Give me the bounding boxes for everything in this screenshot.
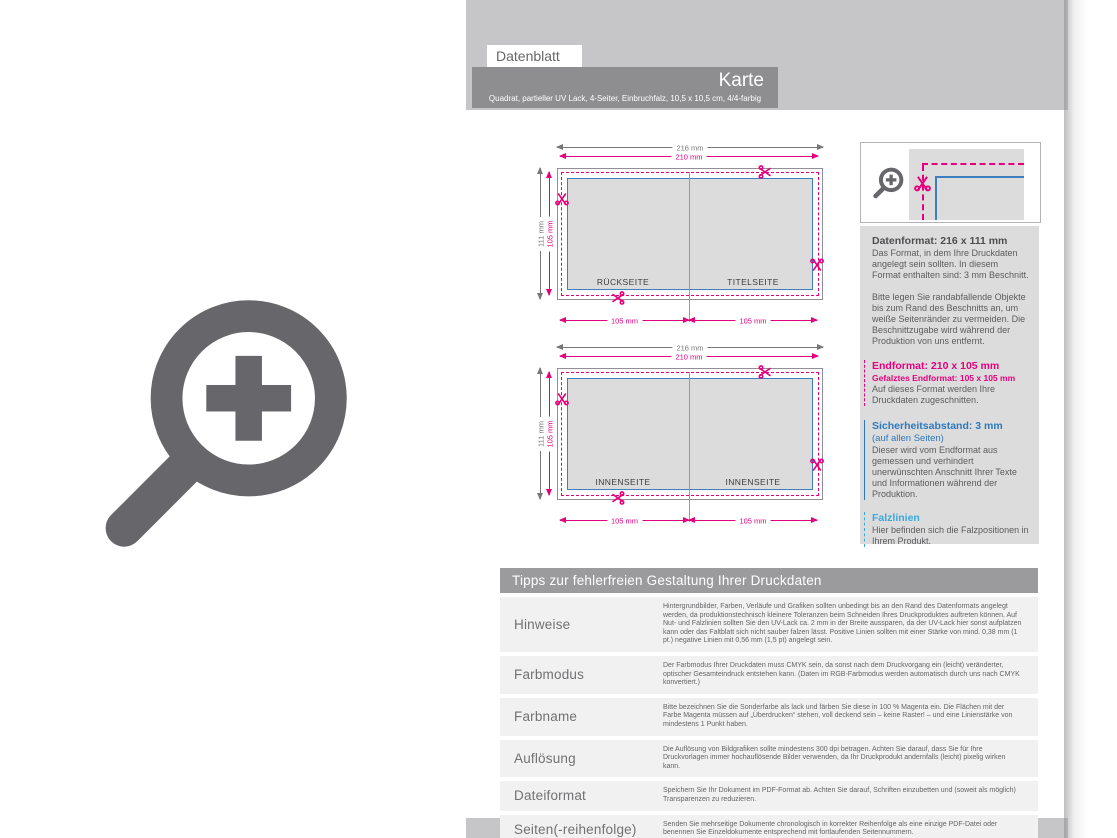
section-body: Bitte legen Sie randabfallende Objekte bis zum Rand des Beschnitts an, um weiße Seitenränder zu vermeiden. Die Beschnittzugabe wird während der Produktion von uns entfernt. — [872, 292, 1026, 346]
product-subtitle: Quadrat, partieller UV Lack, 4-Seiter, Einbruchfalz, 10,5 x 10,5 cm, 4/4-farbig — [488, 94, 762, 103]
panel-label-right: INNENSEITE — [725, 477, 781, 487]
section-body: Auf dieses Format werden Ihre Druckdaten zugeschnitten. — [872, 384, 996, 405]
section-title: Datenformat: 216 x 111 mm — [872, 235, 1008, 247]
dim-bottom-right — [689, 516, 817, 526]
dim-label: 216 mm — [672, 344, 707, 353]
dim-height-endformat — [545, 372, 555, 495]
section-body: Dieser wird vom Endformat aus gemessen und verhindert unerwünschten Anschnitt Ihrer Texte und Informationen während der Produktion. — [872, 445, 1017, 499]
section-title: Falzlinien — [872, 512, 920, 524]
row-label: Seiten(-reihenfolge) — [514, 821, 637, 837]
scissors-icon — [611, 291, 625, 305]
dim-width-datenformat — [557, 143, 823, 153]
panel-label-right: TITELSEITE — [727, 277, 779, 287]
scissors-icon — [810, 258, 824, 272]
scissors-icon — [758, 365, 772, 379]
table-row — [500, 740, 1038, 778]
scissors-icon — [555, 192, 569, 206]
section-subtitle: (auf allen Seiten) — [872, 433, 944, 444]
table-row — [500, 698, 1038, 736]
dim-bottom-left — [560, 316, 689, 326]
dim-bottom-left — [560, 516, 689, 526]
tips-table-title: Tipps zur fehlerfreien Gestaltung Ihrer Druckdaten — [500, 568, 1038, 593]
dim-bottom-right — [689, 316, 817, 326]
row-text: Speichern Sie Ihr Dokument im PDF-Format ab. Achten Sie darauf, Schriften einzubetten und (soweit als möglich) Transparenzen zu reduzieren. — [663, 787, 1016, 803]
cut-line — [922, 165, 924, 220]
dim-label: 105 mm — [607, 517, 642, 526]
product-title-band — [472, 67, 778, 108]
row-label: Hinweise — [514, 616, 571, 632]
dim-height-endformat — [545, 172, 555, 295]
section-endformat — [864, 360, 1029, 406]
corner-demo-diagram — [909, 149, 1024, 220]
safety-area-rect — [567, 178, 813, 290]
dim-width-datenformat — [557, 343, 823, 353]
section-datenformat — [864, 235, 1029, 347]
row-label: Auflösung — [514, 750, 576, 766]
row-text: Bitte bezeichnen Sie die Sonderfarbe als lack und färben Sie diese in 100 % Magenta ein. Die Flächen mit der Farbe Magenta müssen auf „Überdrucken“ stehen, voll deckend sein – keine Raster! – und eine Linienstärke von mindestens 1 Punkt haben. — [663, 703, 1013, 728]
section-body: Das Format, in dem Ihre Druckdaten angelegt sein sollten. In diesem Format enthalten sind: 3 mm Beschnitt. — [872, 248, 1029, 280]
dim-label: 210 mm — [671, 153, 706, 162]
safety-line — [935, 176, 937, 220]
panel-label-left: RÜCKSEITE — [596, 277, 650, 287]
tab-datenblatt[interactable]: Datenblatt — [487, 45, 582, 67]
dim-label: 105 mm — [546, 216, 555, 251]
dim-label: 105 mm — [607, 317, 642, 326]
row-text: Hintergrundbilder, Farben, Verläufe und Grafiken sollten unbedingt bis an den Rand des Datenformats angelegt werden, da produktionstechnisch kleinere Toleranzen beim Schneiden Ihres Druckproduktes auftreten können. Auf Nut- und Falzlinien sollten Sie den UV-Lack ca. 2 mm in der Breite aussparen, da der UV-Lack hier sonst aufplatzen kann oder das Faltblatt sich nicht sauber falzen lässt. Positive Linien sollten mit einer Stärke von mind. 0,38 mm (1 pt.) negative Linien mit 0,56 mm (1,5 pt) angelegt sein. — [663, 603, 1022, 645]
page-edge-shadow — [1064, 0, 1090, 838]
table-row — [500, 597, 1038, 652]
scissors-icon — [555, 392, 569, 406]
section-title: Endformat: 210 x 105 mm — [872, 360, 1000, 372]
corner-detail-box — [860, 142, 1041, 223]
dim-width-endformat — [560, 152, 818, 162]
table-row — [500, 781, 1038, 810]
fold-line — [689, 172, 690, 322]
dim-label: 105 mm — [735, 517, 770, 526]
section-body: Hier befinden sich die Falzpositionen in Ihrem Produkt. — [872, 525, 1029, 546]
scissors-icon — [758, 165, 772, 179]
dim-height-datenformat — [536, 368, 546, 499]
cut-line — [922, 163, 1024, 165]
dim-height-datenformat — [536, 168, 546, 299]
tips-table — [500, 597, 1038, 838]
section-falzlinien — [864, 512, 1029, 547]
row-label: Dateiformat — [514, 788, 586, 804]
safety-area-rect — [567, 378, 813, 490]
section-title: Sicherheitsabstand: 3 mm — [872, 420, 1003, 432]
row-text: Senden Sie mehrseitige Dokumente chronologisch in korrekter Reihenfolge als eine einzige PDF-Datei oder benennen Sie Einzeldokumente entsprechend mit fortlaufenden Seitennummern. — [663, 820, 998, 837]
row-text: Der Farbmodus Ihrer Druckdaten muss CMYK sein, da sonst nach dem Druckvorgang ein (leicht) veränderter, optischer Gesamteindruck entstehen kann. (Daten im RGB-Farbmodus werden automatisch durch uns nach CMYK konvertiert.) — [663, 661, 1020, 687]
section-sicherheitsabstand — [864, 420, 1029, 500]
row-label: Farbname — [514, 709, 578, 725]
dim-label: 111 mm — [537, 417, 546, 451]
dim-label: 105 mm — [546, 416, 555, 451]
panel-label-left: INNENSEITE — [595, 477, 651, 487]
table-row — [500, 656, 1038, 694]
dim-width-endformat — [560, 352, 818, 362]
table-row — [500, 815, 1038, 838]
row-label: Farbmodus — [514, 667, 585, 683]
dim-label: 210 mm — [671, 353, 706, 362]
dim-label: 111 mm — [537, 217, 546, 251]
scissors-icon — [611, 491, 625, 505]
dim-label: 105 mm — [735, 317, 770, 326]
scissors-icon — [810, 458, 824, 472]
row-text: Die Auflösung von Bildgrafiken sollte mindestens 300 dpi betragen. Achten Sie darauf, dass Sie für Ihre Druckvorlagen immer hochauflösende Bilder verwenden, da Ihr Druckprodukt andernfalls (leicht) pixelig wirken kann. — [663, 745, 1006, 770]
format-info-panel — [860, 226, 1039, 544]
dim-label: 216 mm — [672, 144, 707, 153]
zoom-plus-icon — [872, 166, 905, 199]
safety-line — [935, 176, 1024, 178]
scissors-icon — [914, 175, 931, 192]
product-title: Karte — [718, 70, 764, 91]
fold-line — [689, 372, 690, 522]
section-subtitle: Gefalztes Endformat: 105 x 105 mm — [872, 373, 1016, 383]
